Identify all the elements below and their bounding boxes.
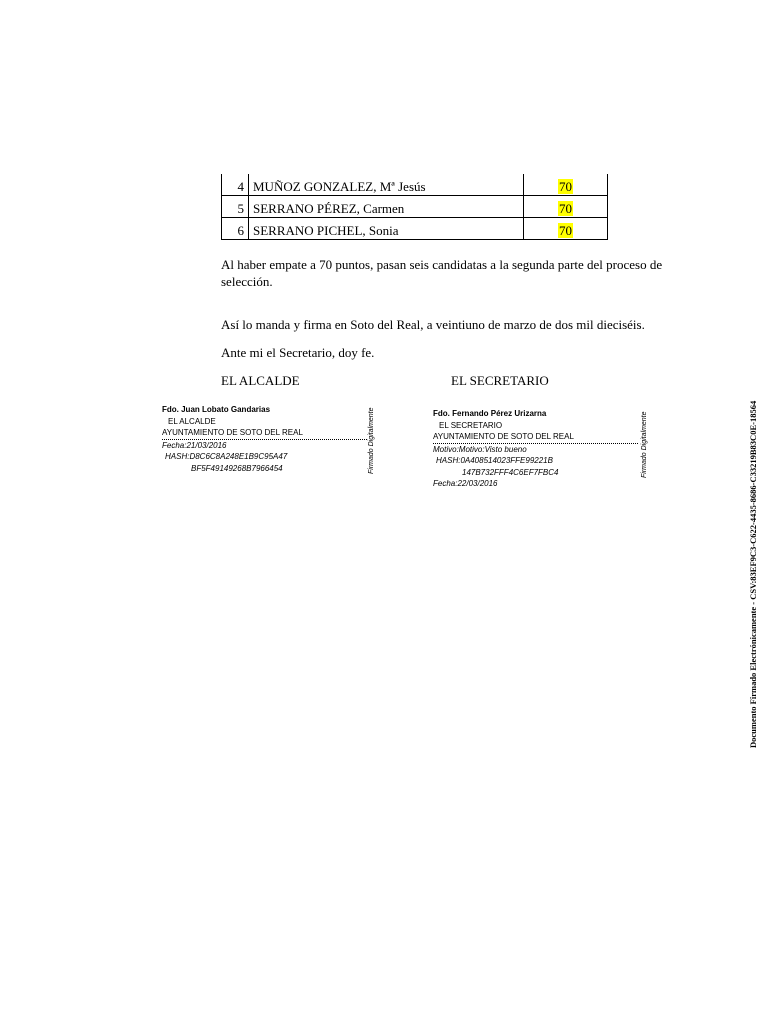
signer-name: Fdo. Juan Lobato Gandarias	[162, 405, 271, 414]
signer-name: Fdo. Fernando Pérez Urizarna	[433, 409, 547, 418]
row-number: 4	[222, 174, 249, 196]
score-cell	[524, 218, 608, 240]
digitally-signed-label: Firmado Digitalmente	[368, 407, 375, 474]
signature-date: Fecha:22/03/2016	[433, 479, 498, 488]
digitally-signed-label: Firmado Digitalmente	[641, 411, 648, 478]
signer-organization: AYUNTAMIENTO DE SOTO DEL REAL	[433, 431, 638, 444]
electronic-signature-stamp: Documento Firmado Electrónicamente - CSV:83EF9C3-C622-4435-8686-C33219B83C0E-18564	[748, 400, 758, 748]
signer-role: EL ALCALDE	[168, 416, 216, 426]
signature-date: Fecha:21/03/2016	[162, 440, 227, 450]
score-cell	[524, 174, 608, 196]
row-number: 5	[222, 196, 249, 218]
attestation-paragraph: Ante mi el Secretario, doy fe.	[221, 345, 375, 360]
signer-organization: AYUNTAMIENTO DE SOTO DEL REAL	[162, 427, 367, 440]
signature-hash-1: HASH:D8C6C8A248E1B9C95A47	[165, 452, 288, 461]
table-row	[222, 218, 608, 240]
signature-reason: Motivo:Motivo:Visto bueno	[433, 444, 527, 454]
signature-hash-1: HASH:0A408514023FFE99221B	[436, 456, 553, 465]
candidate-name: SERRANO PICHEL, Sonia	[249, 218, 524, 240]
signing-paragraph: Así lo manda y firma en Soto del Real, a veintiuno de marzo de dos mil dieciséis.	[221, 317, 645, 332]
score-cell	[524, 196, 608, 218]
score-value: 70	[559, 223, 572, 238]
candidate-name: SERRANO PÉREZ, Carmen	[249, 196, 524, 218]
secretario-signature-block	[433, 408, 638, 490]
table-row	[222, 174, 608, 196]
alcalde-label: EL ALCALDE	[221, 373, 300, 388]
score-value: 70	[559, 179, 572, 194]
signer-role: EL SECRETARIO	[439, 420, 503, 430]
row-number: 6	[222, 218, 249, 240]
table-row	[222, 196, 608, 218]
secretario-label: EL SECRETARIO	[451, 373, 549, 388]
results-table	[221, 174, 608, 240]
alcalde-signature-block	[162, 404, 367, 474]
score-value: 70	[559, 201, 572, 216]
tie-paragraph: Al haber empate a 70 puntos, pasan seis candidatas a la segunda parte del proceso de selección.	[221, 257, 663, 289]
signature-hash-2: 147B732FFF4C6EF7FBC4	[462, 467, 559, 477]
signature-hash-2: BF5F49149268B7966454	[191, 463, 283, 473]
candidate-name: MUÑOZ GONZALEZ, Mª Jesús	[249, 174, 524, 196]
